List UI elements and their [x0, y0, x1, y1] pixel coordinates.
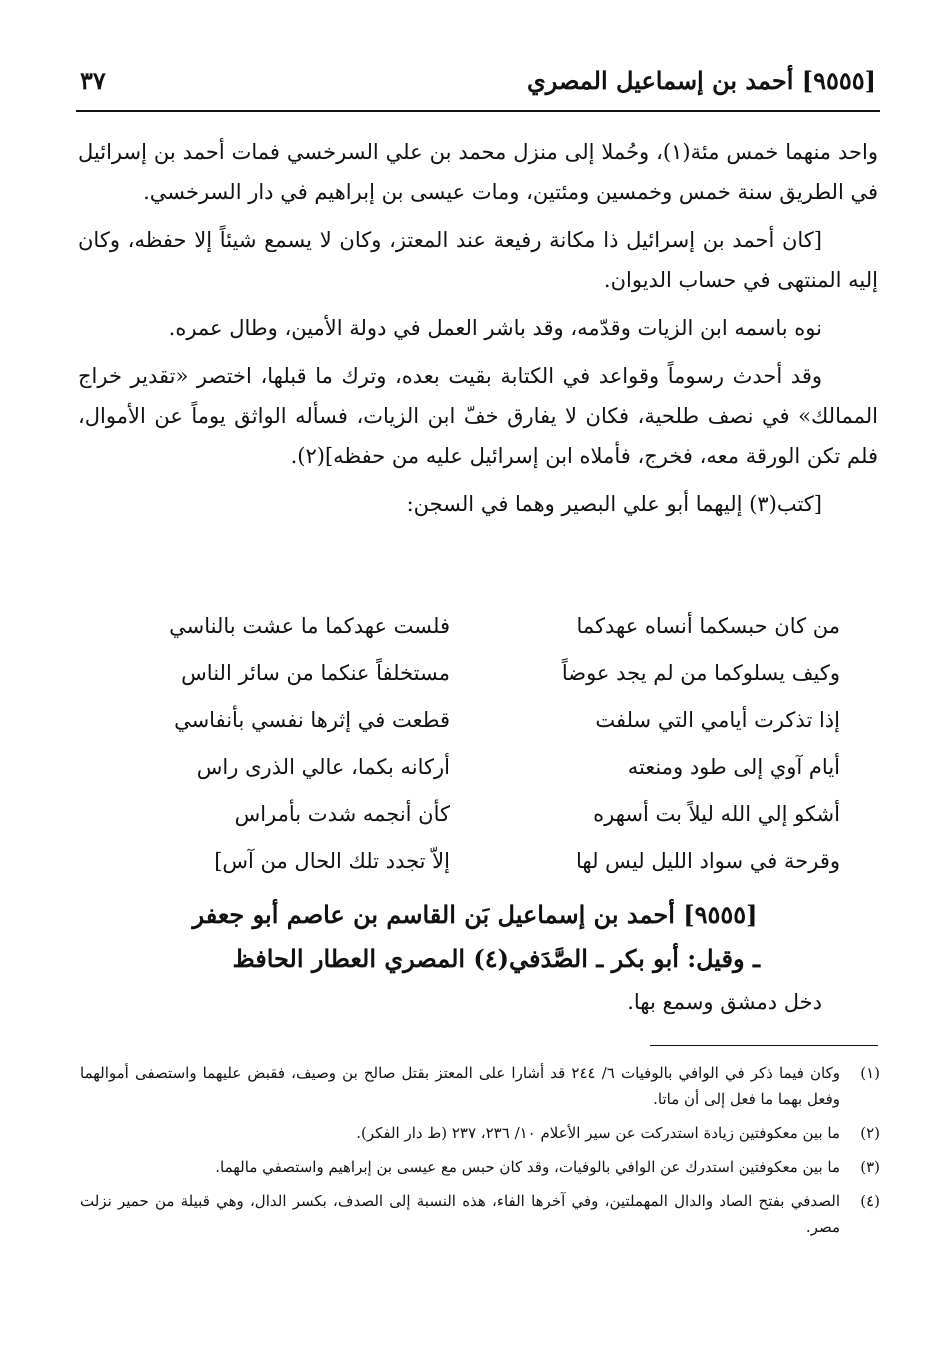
verse-first-hemistich: وقرحة في سواد الليل ليس لها: [576, 848, 840, 873]
footnote-text: ما بين معكوفتين زيادة استدركت عن سير الأعلام ١٠/ ٢٣٦، ٢٣٧ (ط دار الفكر).: [356, 1124, 840, 1142]
running-header-title: [٩٥٥٥] أحمد بن إسماعيل المصري: [526, 66, 876, 95]
entry-heading-line: [٩٥٥٥] أحمد بن إسماعيل بَن القاسم بن عاصم أبو جعفر: [192, 900, 758, 929]
paragraph: نوه باسمه ابن الزيات وقدّمه، وقد باشر العمل في دولة الأمين، وطال عمره.: [168, 316, 822, 340]
verse-first-hemistich: من كان حبسكما أنساه عهدكما: [576, 613, 840, 638]
poem-verse: [120, 743, 840, 790]
page-number: ٣٧: [80, 66, 106, 95]
poem-verse: [120, 837, 840, 884]
paragraph: [كتب(٣) إليهما أبو علي البصير وهما في السجن:: [406, 492, 822, 516]
footnote-text: الصدفي بفتح الصاد والدال المهملتين، وفي آخرها الفاء، هذه النسبة إلى الصدف، بكسر الدال، وهي قبيلة من حمير نزلت مصر.: [80, 1192, 840, 1236]
poem-verse: [120, 602, 840, 649]
footnote-number: (١): [860, 1064, 880, 1082]
footnote-text: ما بين معكوفتين استدرك عن الوافي بالوفيات، وقد كان حبس مع عيسى بن إبراهيم واستصفي مالهما.: [215, 1158, 840, 1176]
verse-second-hemistich: فلست عهدكما ما عشت بالناسي: [169, 613, 450, 638]
verse-second-hemistich: قطعت في إثرها نفسي بأنفاسي: [174, 707, 450, 732]
footnotes: [80, 1060, 880, 1248]
paragraph: وقد أحدث رسوماً وقواعد في الكتابة بقيت بعده، وترك ما قبلها، اختصر «تقدير خراج الممالك» في نصف طلحية، فكان لا يفارق خفّ ابن الزيات، فسأله الواثق يوماً عن الأموال، فلم تكن الورقة معه، فخرج، فأملاه ابن إسرائيل عليه من حفظه](٢).: [78, 364, 878, 468]
verse-first-hemistich: أيام آوي إلى طود ومنعته: [627, 754, 840, 779]
entry-heading: [80, 893, 870, 981]
footnote-text: وكان فيما ذكر في الوافي بالوفيات ٦/ ٢٤٤ قد أشارا على المعتز بقتل صالح بن وصيف، فقبض عليهما واستصفى أموالهما وفعل بهما ما فعل إلى أن ماتا.: [80, 1064, 840, 1108]
footnote: [80, 1188, 880, 1240]
paragraph: واحد منهما خمس مئة(١)، وحُملا إلى منزل محمد بن علي السرخسي فمات أحمد بن إسرائيل في الطريق سنة خمس وخمسين ومئتين، ومات عيسى بن إبراهيم في دار السرخسي.: [78, 140, 878, 204]
poem: [120, 602, 840, 884]
poem-verse: [120, 649, 840, 696]
paragraph: [كان أحمد بن إسرائيل ذا مكانة رفيعة عند المعتز، وكان لا يسمع شيئاً إلا حفظه، وكان إليه المنتهى في حساب الديوان.: [78, 228, 878, 292]
header-rule: [76, 110, 880, 112]
entry-heading-line: ـ وقيل: أبو بكر ـ الصَّدَفي(٤) المصري العطار الحافظ: [232, 944, 760, 973]
footnote-separator: [650, 1045, 878, 1046]
verse-second-hemistich: كأن أنجمه شدت بأمراس: [234, 801, 450, 826]
footnote: [80, 1060, 880, 1112]
footnote-number: (٣): [860, 1158, 880, 1176]
poem-verse: [120, 790, 840, 837]
verse-second-hemistich: مستخلفاً عنكما من سائر الناس: [181, 660, 450, 685]
footnote-number: (٤): [860, 1192, 880, 1210]
footnote: [80, 1154, 880, 1180]
poem-verse: [120, 696, 840, 743]
footnote-number: (٢): [860, 1124, 880, 1142]
verse-second-hemistich: إلاّ تجدد تلك الحال من آس]: [214, 848, 450, 873]
verse-second-hemistich: أركانه بكما، عالي الذرى راس: [196, 754, 450, 779]
verse-first-hemistich: إذا تذكرت أيامي التي سلفت: [595, 707, 840, 732]
verse-first-hemistich: وكيف يسلوكما من لم يجد عوضاً: [561, 660, 840, 685]
verse-first-hemistich: أشكو إلي الله ليلاً بت أسهره: [593, 801, 840, 826]
entry-text: دخل دمشق وسمع بها.: [627, 990, 822, 1014]
footnote: [80, 1120, 880, 1146]
main-text: [78, 132, 878, 532]
